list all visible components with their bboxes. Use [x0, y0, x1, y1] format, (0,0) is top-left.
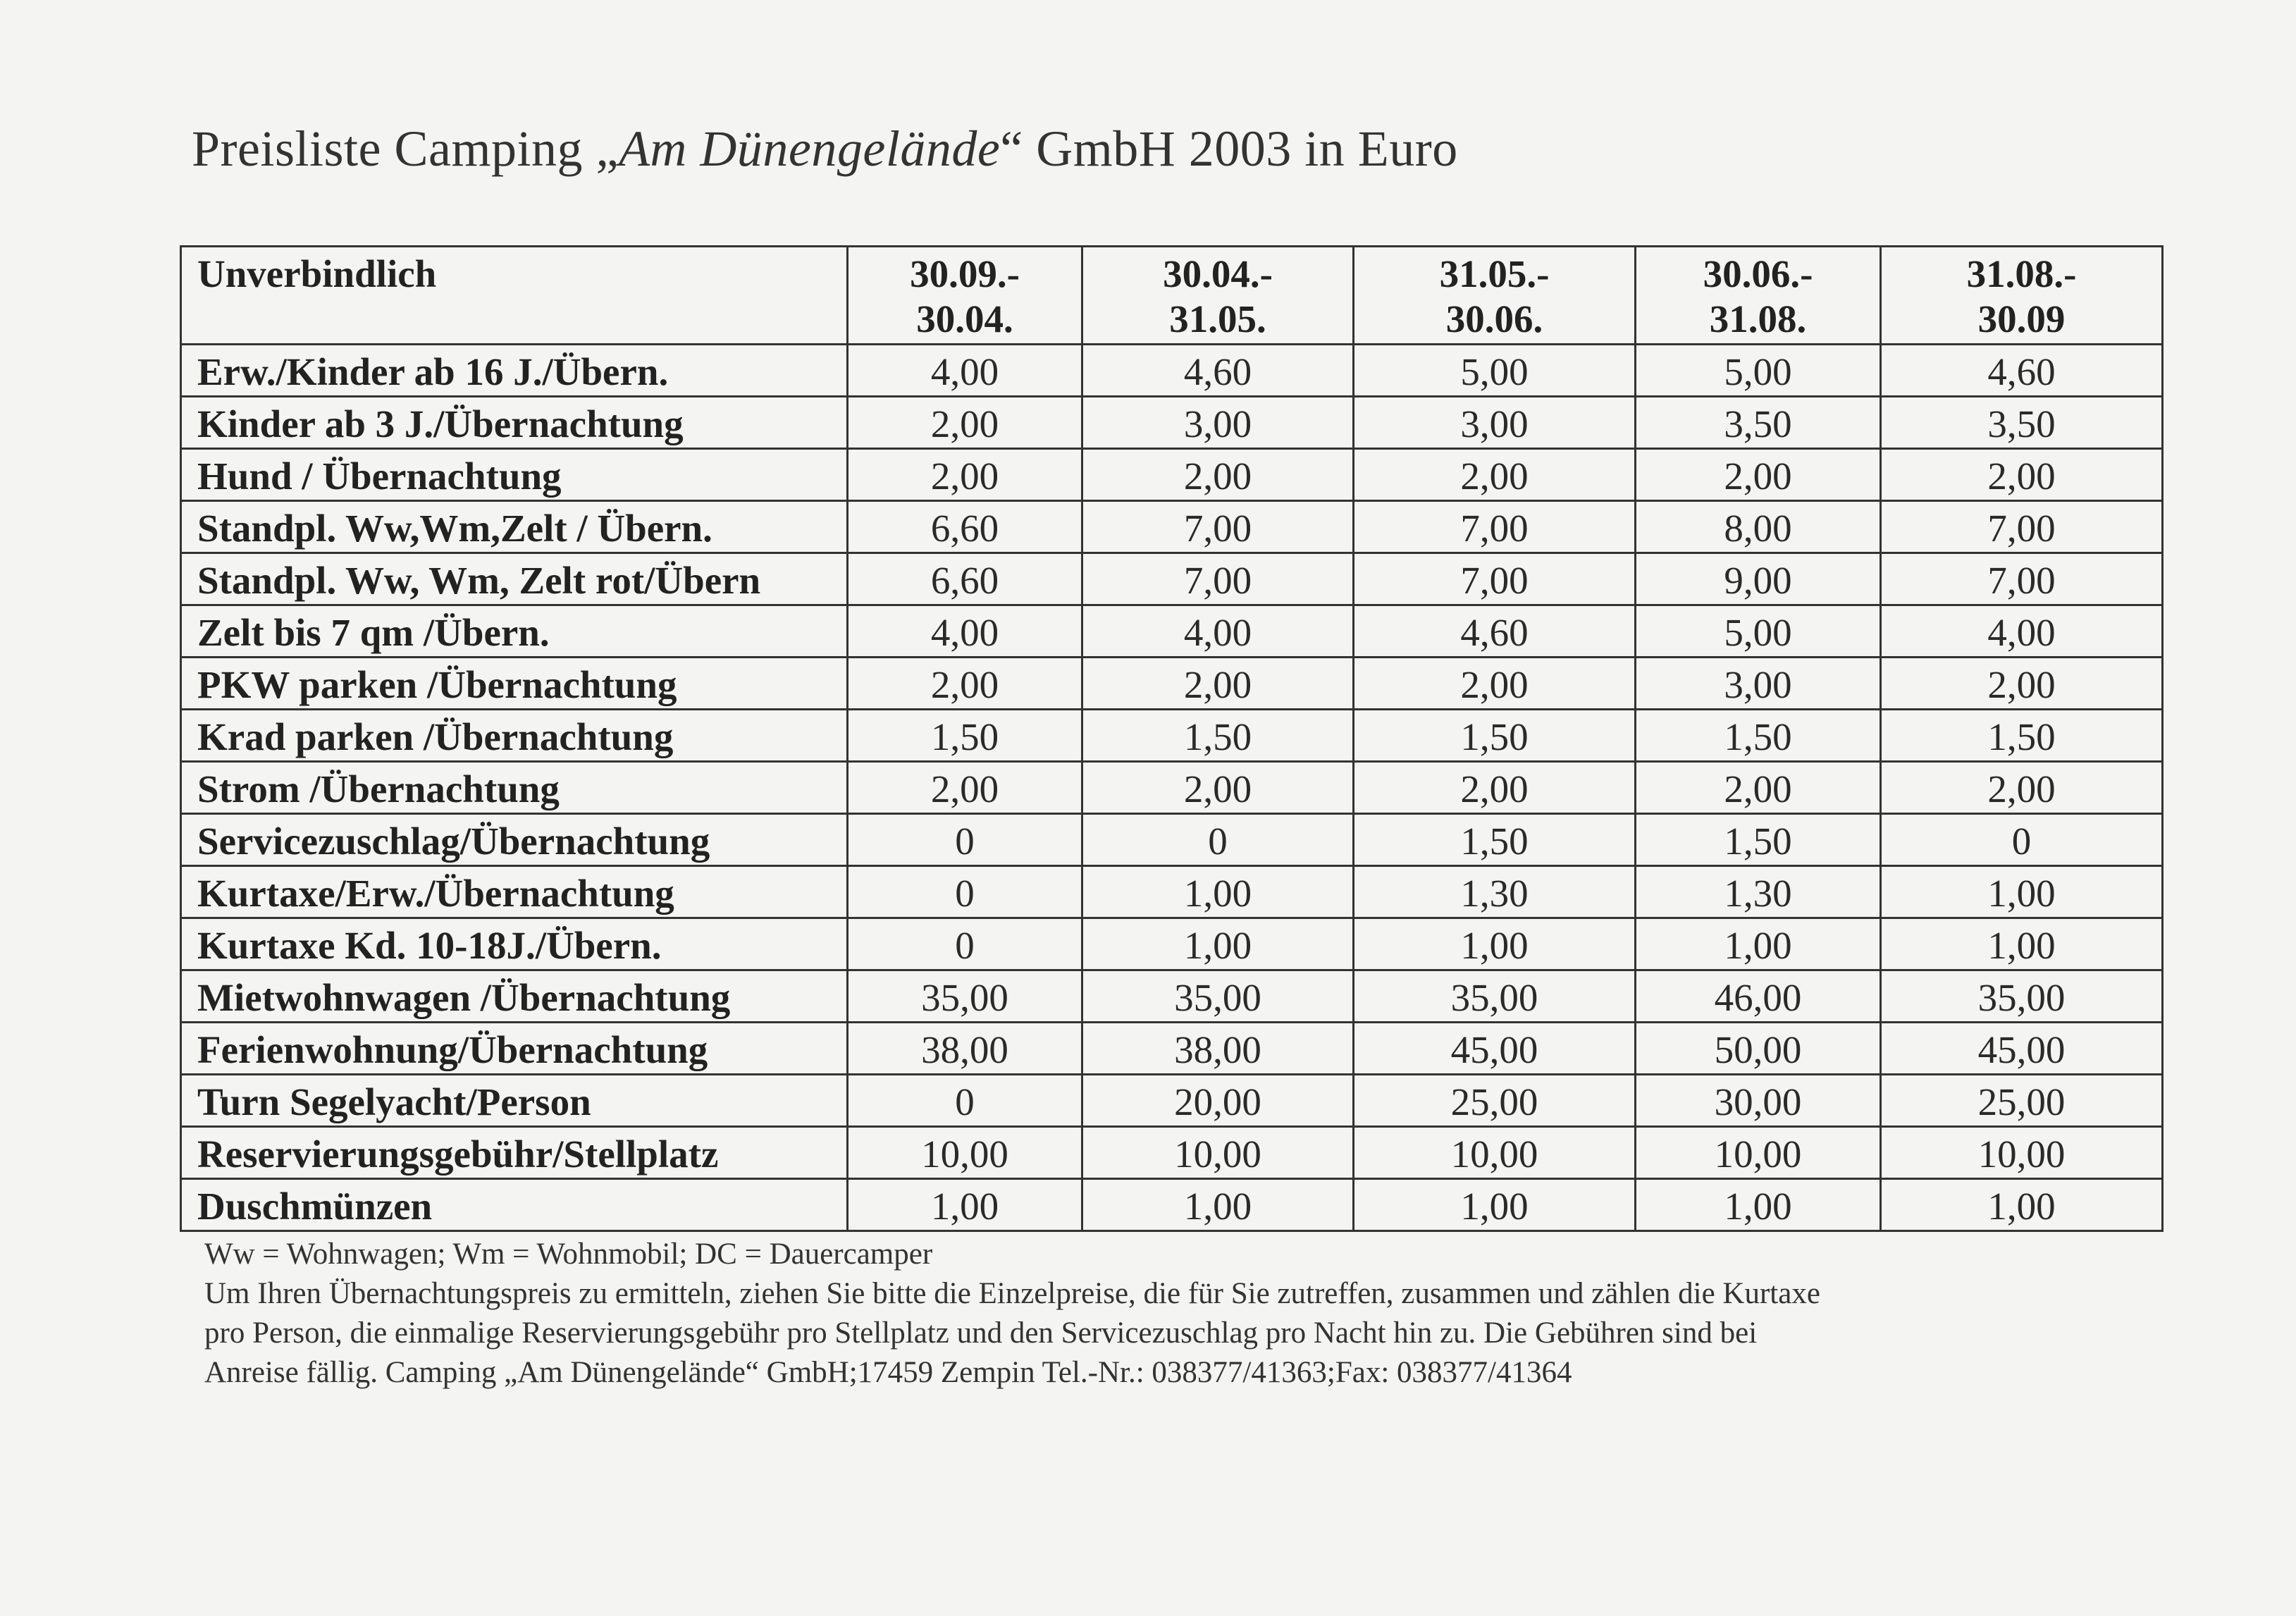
- price-cell: 6,60: [848, 553, 1082, 605]
- price-cell: 2,00: [1881, 449, 2163, 501]
- row-label: Servicezuschlag/Übernachtung: [181, 814, 848, 866]
- price-cell: 2,00: [1636, 449, 1881, 501]
- price-cell: 1,50: [1354, 814, 1636, 866]
- row-label: PKW parken /Übernachtung: [181, 658, 848, 710]
- row-label: Ferienwohnung/Übernachtung: [181, 1023, 848, 1075]
- price-cell: 1,00: [848, 1179, 1082, 1231]
- price-cell: 2,00: [848, 658, 1082, 710]
- title-suffix: “ GmbH 2003 in Euro: [1000, 121, 1458, 177]
- price-cell: 4,60: [1354, 605, 1636, 658]
- period-start: 31.08.-: [1966, 252, 2077, 295]
- price-cell: 3,00: [1636, 658, 1881, 710]
- price-cell: 3,50: [1881, 397, 2163, 449]
- price-cell: 2,00: [1354, 449, 1636, 501]
- price-cell: 35,00: [1354, 970, 1636, 1023]
- price-cell: 4,00: [1881, 605, 2163, 658]
- table-row: [181, 710, 2163, 762]
- price-cell: 1,00: [1636, 918, 1881, 970]
- price-cell: 0: [1881, 814, 2163, 866]
- table-row: [181, 345, 2163, 397]
- price-cell: 7,00: [1082, 501, 1354, 553]
- period-start: 30.04.-: [1163, 252, 1273, 295]
- price-cell: 50,00: [1636, 1023, 1881, 1075]
- price-cell: 1,30: [1636, 866, 1881, 918]
- table-row: [181, 866, 2163, 918]
- price-cell: 2,00: [1354, 658, 1636, 710]
- price-cell: 10,00: [1636, 1127, 1881, 1179]
- footnotes: [204, 1235, 2149, 1393]
- price-cell: 0: [1082, 814, 1354, 866]
- abbreviation-legend: Ww = Wohnwagen; Wm = Wohnmobil; DC = Dauercamper: [204, 1238, 933, 1271]
- table-row: [181, 397, 2163, 449]
- page-title: [192, 120, 1458, 178]
- row-label: Standpl. Ww, Wm, Zelt rot/Übern: [181, 553, 848, 605]
- period-header: [848, 247, 1082, 345]
- price-cell: 2,00: [1881, 762, 2163, 814]
- row-label: Mietwohnwagen /Übernachtung: [181, 970, 848, 1023]
- instruction-line-2: pro Person, die einmalige Reservierungsgebühr pro Stellplatz und den Servicezuschlag pro Nacht hin zu. Die Gebühren sind bei: [204, 1316, 1758, 1350]
- table-row: [181, 553, 2163, 605]
- table-row: [181, 449, 2163, 501]
- table-row: [181, 970, 2163, 1023]
- title-prefix: Preisliste Camping „: [192, 121, 619, 177]
- price-cell: 3,00: [1082, 397, 1354, 449]
- table-header-row: [181, 247, 2163, 345]
- price-cell: 35,00: [1881, 970, 2163, 1023]
- price-cell: 7,00: [1354, 501, 1636, 553]
- price-cell: 4,00: [1082, 605, 1354, 658]
- period-end: 31.08.: [1709, 297, 1807, 340]
- price-table-body: [181, 345, 2163, 1231]
- price-cell: 0: [848, 918, 1082, 970]
- period-end: 30.04.: [916, 297, 1013, 340]
- price-cell: 1,00: [1881, 866, 2163, 918]
- price-cell: 38,00: [1082, 1023, 1354, 1075]
- price-cell: 4,60: [1082, 345, 1354, 397]
- period-end: 30.06.: [1445, 297, 1543, 340]
- row-label: Strom /Übernachtung: [181, 762, 848, 814]
- price-cell: 7,00: [1881, 501, 2163, 553]
- price-cell: 0: [848, 866, 1082, 918]
- price-cell: 3,00: [1354, 397, 1636, 449]
- price-cell: 1,50: [1636, 814, 1881, 866]
- price-cell: 25,00: [1881, 1075, 2163, 1127]
- row-label: Reservierungsgebühr/Stellplatz: [181, 1127, 848, 1179]
- period-header: [1082, 247, 1354, 345]
- instruction-line-1: Um Ihren Übernachtungspreis zu ermitteln, ziehen Sie bitte die Einzelpreise, die für Sie zutreffen, zusammen und zählen die Kurtaxe: [204, 1277, 1820, 1310]
- table-row: [181, 1023, 2163, 1075]
- table-row: [181, 1127, 2163, 1179]
- table-row: [181, 501, 2163, 553]
- table-row: [181, 1075, 2163, 1127]
- row-label: Kurtaxe Kd. 10-18J./Übern.: [181, 918, 848, 970]
- price-cell: 1,50: [1636, 710, 1881, 762]
- price-cell: 1,00: [1082, 918, 1354, 970]
- price-cell: 1,00: [1636, 1179, 1881, 1231]
- price-cell: 8,00: [1636, 501, 1881, 553]
- price-cell: 25,00: [1354, 1075, 1636, 1127]
- price-cell: 45,00: [1354, 1023, 1636, 1075]
- period-end: 30.09: [1977, 297, 2066, 340]
- price-cell: 2,00: [1636, 762, 1881, 814]
- period-end: 31.05.: [1169, 297, 1266, 340]
- price-cell: 10,00: [848, 1127, 1082, 1179]
- price-cell: 10,00: [1354, 1127, 1636, 1179]
- price-cell: 35,00: [848, 970, 1082, 1023]
- price-cell: 2,00: [1082, 762, 1354, 814]
- price-cell: 1,00: [1881, 918, 2163, 970]
- price-cell: 1,50: [1082, 710, 1354, 762]
- price-cell: 6,60: [848, 501, 1082, 553]
- price-cell: 5,00: [1636, 345, 1881, 397]
- price-cell: 0: [848, 814, 1082, 866]
- price-cell: 10,00: [1881, 1127, 2163, 1179]
- period-start: 30.06.-: [1703, 252, 1813, 295]
- price-cell: 4,00: [848, 605, 1082, 658]
- price-cell: 7,00: [1354, 553, 1636, 605]
- price-cell: 2,00: [848, 397, 1082, 449]
- price-cell: 3,50: [1636, 397, 1881, 449]
- price-cell: 4,00: [848, 345, 1082, 397]
- price-cell: 2,00: [1082, 449, 1354, 501]
- price-cell: 2,00: [1082, 658, 1354, 710]
- price-cell: 1,50: [1881, 710, 2163, 762]
- instruction-line-3: Anreise fällig. Camping „Am Dünengelände“ GmbH;17459 Zempin Tel.-Nr.: 038377/41363;Fax: 038377/41364: [204, 1356, 1572, 1389]
- price-cell: 2,00: [848, 449, 1082, 501]
- price-cell: 20,00: [1082, 1075, 1354, 1127]
- table-corner-label: Unverbindlich: [181, 247, 848, 345]
- price-cell: 38,00: [848, 1023, 1082, 1075]
- price-cell: 46,00: [1636, 970, 1881, 1023]
- price-cell: 45,00: [1881, 1023, 2163, 1075]
- row-label: Kinder ab 3 J./Übernachtung: [181, 397, 848, 449]
- row-label: Kurtaxe/Erw./Übernachtung: [181, 866, 848, 918]
- price-cell: 4,60: [1881, 345, 2163, 397]
- table-row: [181, 605, 2163, 658]
- price-cell: 1,00: [1082, 1179, 1354, 1231]
- price-cell: 30,00: [1636, 1075, 1881, 1127]
- price-cell: 1,00: [1881, 1179, 2163, 1231]
- price-cell: 5,00: [1636, 605, 1881, 658]
- row-label: Zelt bis 7 qm /Übern.: [181, 605, 848, 658]
- table-row: [181, 762, 2163, 814]
- row-label: Standpl. Ww,Wm,Zelt / Übern.: [181, 501, 848, 553]
- price-cell: 7,00: [1881, 553, 2163, 605]
- price-cell: 5,00: [1354, 345, 1636, 397]
- period-header: [1354, 247, 1636, 345]
- period-start: 30.09.-: [910, 252, 1020, 295]
- table-row: [181, 1179, 2163, 1231]
- price-cell: 2,00: [1881, 658, 2163, 710]
- price-cell: 1,50: [1354, 710, 1636, 762]
- price-cell: 10,00: [1082, 1127, 1354, 1179]
- price-cell: 2,00: [848, 762, 1082, 814]
- row-label: Krad parken /Übernachtung: [181, 710, 848, 762]
- price-cell: 35,00: [1082, 970, 1354, 1023]
- period-header: [1636, 247, 1881, 345]
- price-cell: 9,00: [1636, 553, 1881, 605]
- price-cell: 1,00: [1354, 918, 1636, 970]
- table-row: [181, 814, 2163, 866]
- price-cell: 0: [848, 1075, 1082, 1127]
- price-cell: 1,50: [848, 710, 1082, 762]
- table-row: [181, 658, 2163, 710]
- row-label: Hund / Übernachtung: [181, 449, 848, 501]
- price-cell: 2,00: [1354, 762, 1636, 814]
- row-label: Duschmünzen: [181, 1179, 848, 1231]
- price-cell: 1,30: [1354, 866, 1636, 918]
- row-label: Erw./Kinder ab 16 J./Übern.: [181, 345, 848, 397]
- table-row: [181, 918, 2163, 970]
- price-cell: 1,00: [1082, 866, 1354, 918]
- title-campsite-name: Am Dünengelände: [618, 121, 1001, 177]
- period-start: 31.05.-: [1439, 252, 1550, 295]
- price-cell: 1,00: [1354, 1179, 1636, 1231]
- price-table: [180, 245, 2164, 1232]
- period-header: [1881, 247, 2163, 345]
- row-label: Turn Segelyacht/Person: [181, 1075, 848, 1127]
- price-cell: 7,00: [1082, 553, 1354, 605]
